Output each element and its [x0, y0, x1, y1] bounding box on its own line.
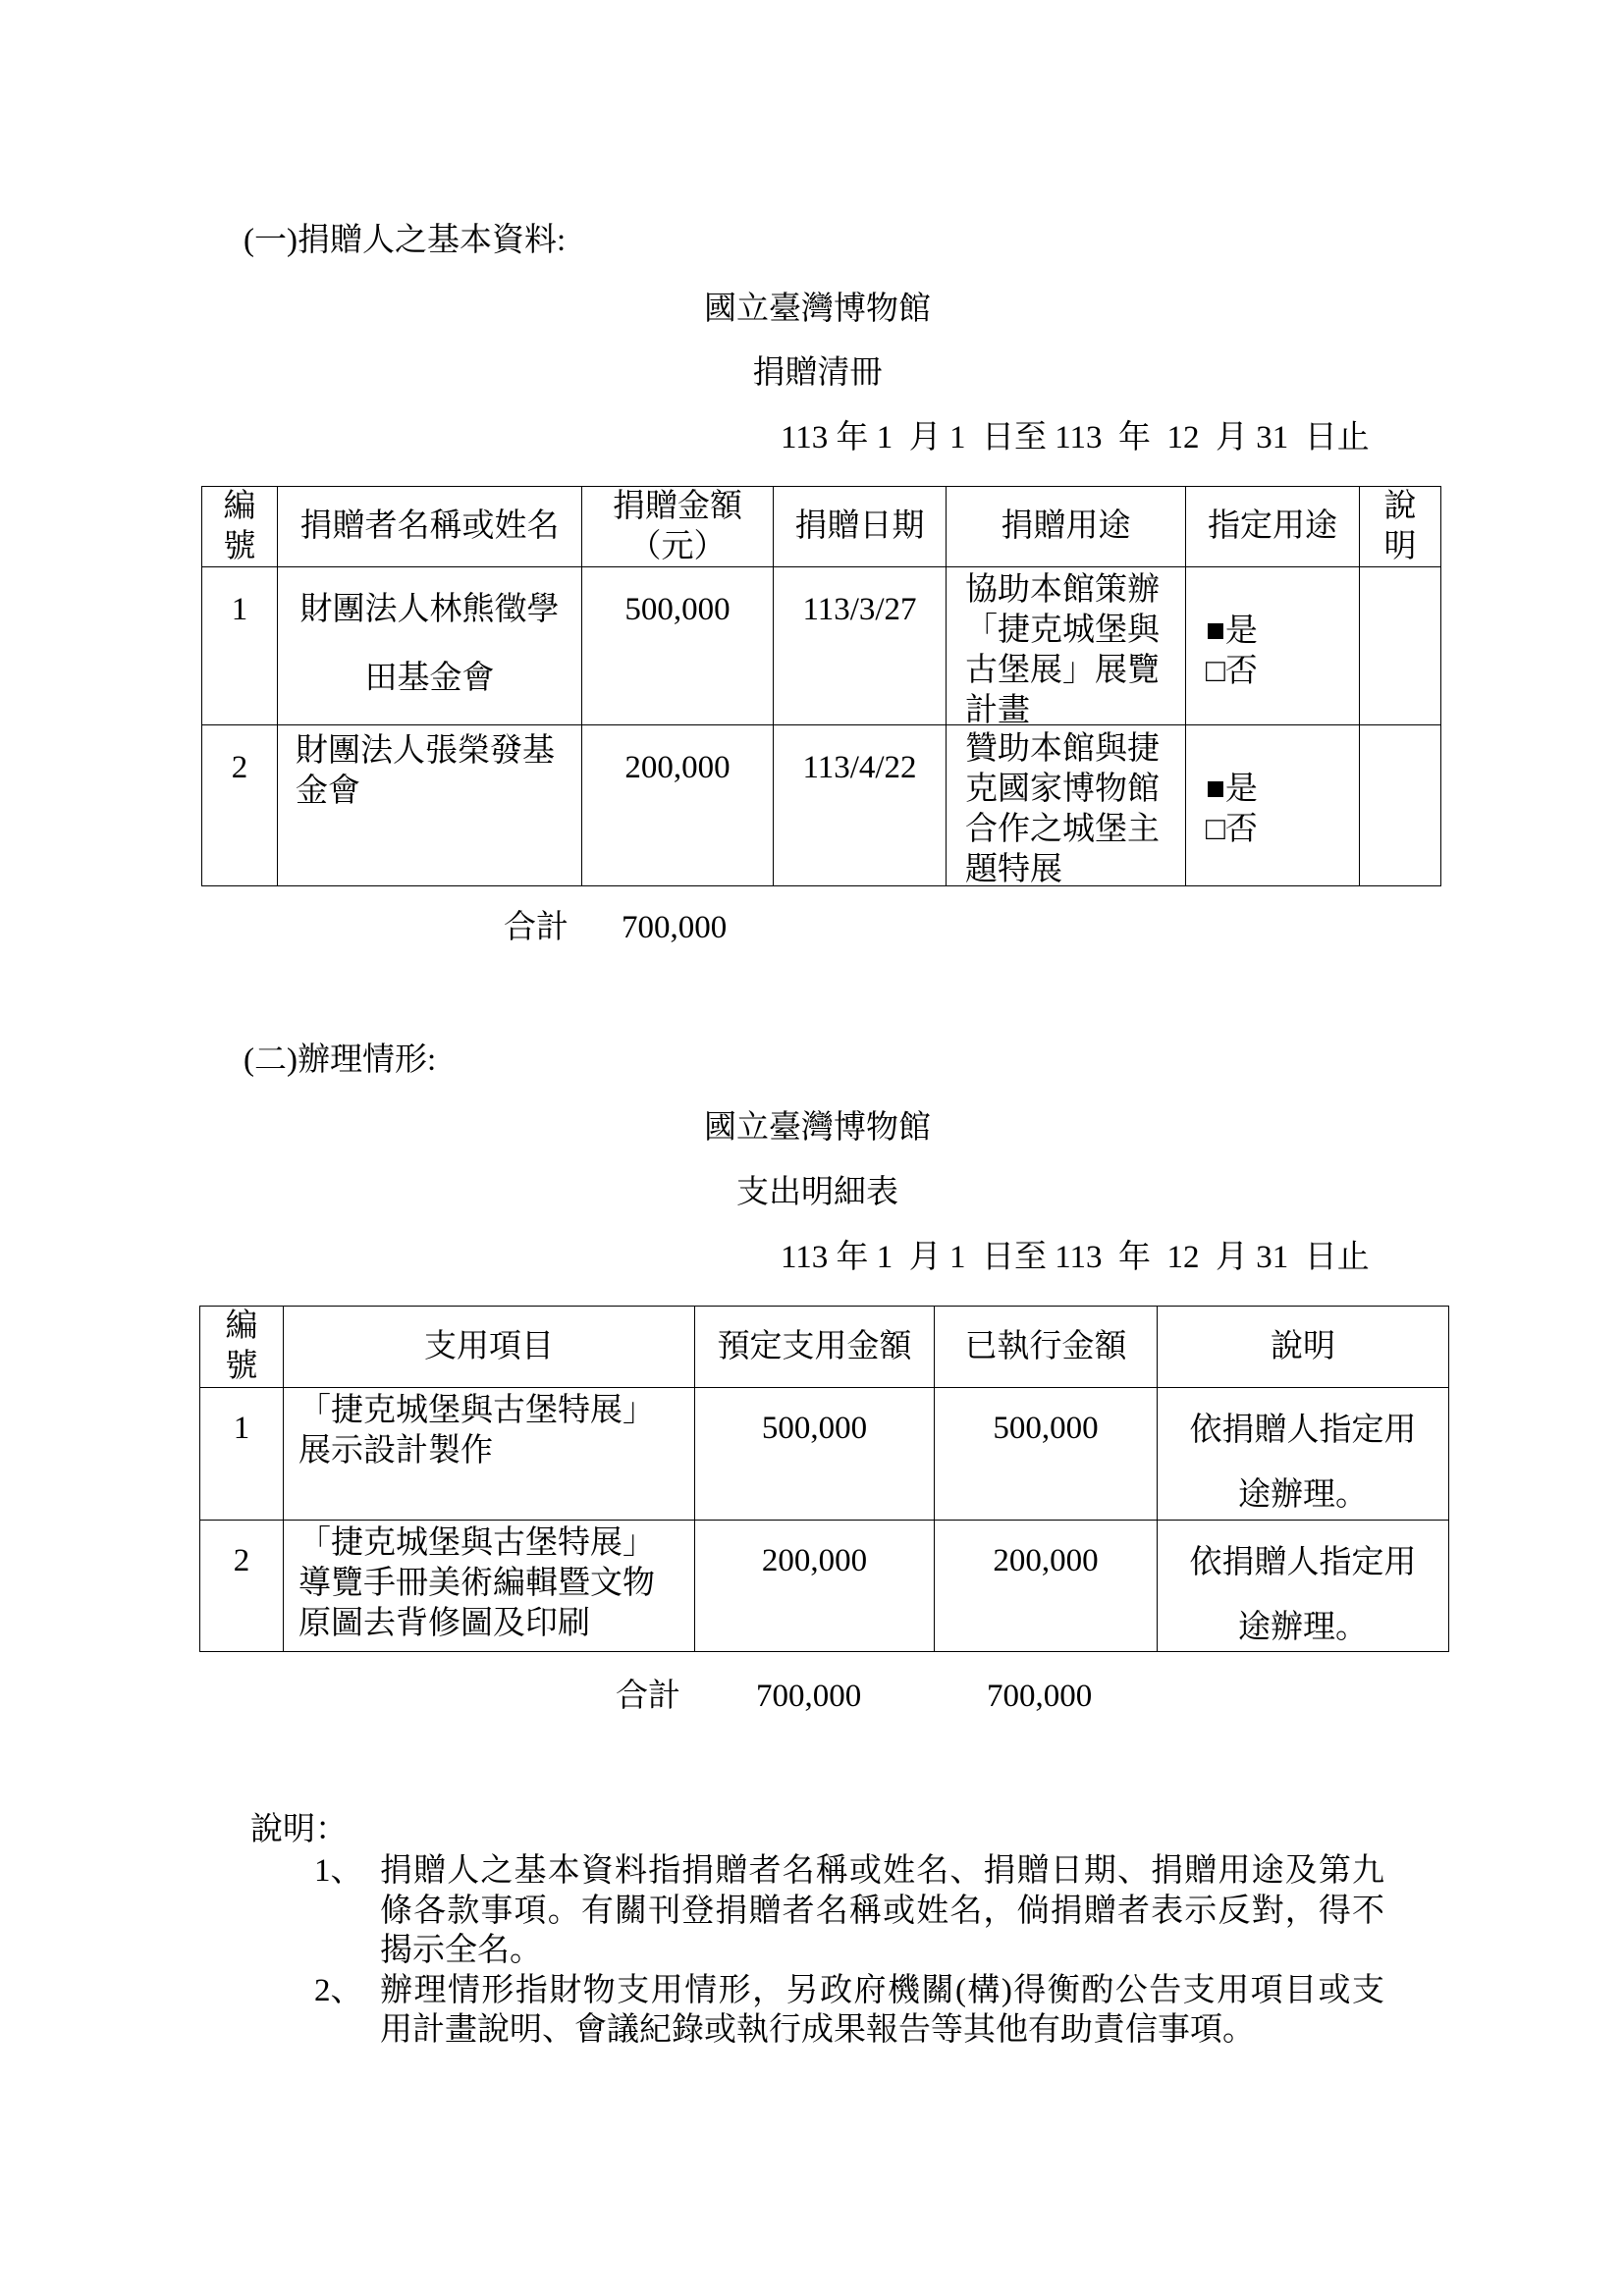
note-text — [380, 1971, 1384, 2051]
expenditure-cell-planned: 500,000 — [695, 1388, 935, 1521]
expenditure-total-label: 合計 — [616, 1679, 680, 1714]
donation-header-date: 捐贈日期 — [774, 487, 947, 567]
donation-cell-purpose — [947, 567, 1186, 728]
donation-cell-remark — [1360, 567, 1441, 725]
header-amount-line: （元） — [628, 528, 727, 564]
donation-cell-no: 1 — [202, 567, 278, 725]
donation-cell-donor — [278, 725, 582, 886]
note-line: 條各款事項。有關刊登捐贈者名稱或姓名，倘捐贈者表示反對，得不 — [380, 1893, 1384, 1929]
item-line: 展示設計製作 — [298, 1433, 493, 1468]
note-item — [314, 1851, 1384, 1971]
purpose-line: 協助本館策辦 — [965, 572, 1160, 608]
donation-header-remark-label: 說明 — [1383, 488, 1417, 564]
donation-cell-no: 2 — [202, 725, 278, 886]
checkbox-option: □否 — [1206, 812, 1258, 847]
purpose-line: 題特展 — [965, 852, 1062, 887]
purpose-line: 「捷克城堡與 — [965, 613, 1160, 648]
donation-header-no — [202, 487, 278, 567]
expenditure-header-item: 支用項目 — [284, 1307, 695, 1388]
expenditure-cell-executed: 500,000 — [935, 1388, 1158, 1521]
checkbox-option: ■是 — [1206, 772, 1258, 807]
expenditure-header-planned: 預定支用金額 — [695, 1307, 935, 1388]
note-line: 用計畫說明、會議紀錄或執行成果報告等其他有助責信事項。 — [380, 2012, 1255, 2048]
note-item — [314, 1971, 1384, 2051]
note-marker: 1、 — [314, 1853, 363, 1889]
donation-cell-remark — [1360, 725, 1441, 886]
item-line: 「捷克城堡與古堡特展」 — [298, 1393, 655, 1428]
donation-header-amount — [582, 487, 774, 567]
donor-line: 金會 — [296, 774, 360, 809]
donation-table — [201, 486, 1441, 886]
note-text — [380, 1851, 1384, 1971]
notes-list — [314, 1851, 1384, 2051]
item-line: 導覽手冊美術編輯暨文物 — [298, 1566, 655, 1601]
expenditure-cell-item — [284, 1388, 695, 1521]
purpose-line: 克國家博物館 — [965, 772, 1160, 807]
donor-line: 財團法人張榮發基 — [296, 733, 555, 769]
section1-title: 捐贈清冊 — [752, 355, 883, 391]
purpose-line: 古堡展」展覽 — [965, 653, 1160, 688]
expenditure-table — [199, 1306, 1449, 1652]
donor-line: 財團法人林熊徵學 — [299, 592, 560, 627]
section2-period: 113 年 1 月 1 日至 113 年 12 月 31 日止 — [781, 1240, 1370, 1275]
remark-line: 依捐贈人指定用 — [1189, 1545, 1417, 1580]
donation-header-donor: 捐贈者名稱或姓名 — [278, 487, 582, 567]
donation-header-remark — [1360, 487, 1441, 567]
section1-period: 113 年 1 月 1 日至 113 年 12 月 31 日止 — [781, 420, 1370, 455]
expenditure-header-no-label: 編號 — [225, 1308, 258, 1384]
remark-line: 依捐贈人指定用 — [1189, 1413, 1417, 1448]
expenditure-cell-executed: 200,000 — [935, 1521, 1158, 1652]
donation-cell-amount: 200,000 — [582, 725, 774, 886]
donation-cell-designated — [1186, 567, 1360, 725]
donor-line: 田基金會 — [364, 661, 495, 696]
remark-line: 途辦理。 — [1238, 1610, 1368, 1645]
donation-cell-date: 113/4/22 — [774, 725, 947, 886]
expenditure-cell-item — [284, 1521, 695, 1652]
expenditure-header-remark: 說明 — [1158, 1307, 1449, 1388]
expenditure-cell-remark — [1158, 1521, 1449, 1652]
notes-label: 說明： — [250, 1812, 348, 1847]
purpose-line: 贊助本館與捷 — [965, 731, 1160, 767]
section1-heading: (一)捐贈人之基本資料: — [244, 223, 567, 258]
donation-cell-donor — [278, 567, 582, 725]
section2-title: 支出明細表 — [736, 1175, 898, 1210]
expenditure-cell-no: 2 — [200, 1521, 284, 1652]
expenditure-total-planned: 700,000 — [756, 1679, 862, 1714]
donation-header-purpose: 捐贈用途 — [947, 487, 1186, 567]
header-amount-line: 捐贈金額 — [613, 488, 742, 524]
donation-header-no-label: 編號 — [223, 488, 256, 564]
donation-cell-amount: 500,000 — [582, 567, 774, 725]
checkbox-option: □否 — [1206, 654, 1258, 689]
note-line: 揭示全名。 — [380, 1933, 542, 1968]
purpose-line: 合作之城堡主 — [965, 812, 1160, 847]
expenditure-total-executed: 700,000 — [987, 1679, 1093, 1714]
donation-total-amount: 700,000 — [622, 910, 728, 945]
note-line: 辦理情形指財物支用情形，另政府機關(構)得衡酌公告支用項目或支 — [380, 1972, 1384, 2008]
donation-cell-designated — [1186, 725, 1360, 886]
expenditure-header-no — [200, 1307, 284, 1388]
expenditure-header-executed: 已執行金額 — [935, 1307, 1158, 1388]
donation-cell-purpose — [947, 725, 1186, 886]
note-line: 捐贈人之基本資料指捐贈者名稱或姓名、捐贈日期、捐贈用途及第九 — [380, 1853, 1384, 1889]
expenditure-cell-no: 1 — [200, 1388, 284, 1521]
section2-heading: (二)辦理情形: — [244, 1042, 437, 1078]
remark-line: 途辦理。 — [1238, 1477, 1368, 1513]
donation-total-label: 合計 — [504, 910, 568, 945]
purpose-line: 計畫 — [965, 693, 1030, 728]
donation-cell-date: 113/3/27 — [774, 567, 947, 725]
note-marker: 2、 — [314, 1972, 363, 2008]
section2-org-name: 國立臺灣博物館 — [704, 1110, 931, 1146]
donation-header-designated: 指定用途 — [1186, 487, 1360, 567]
checkbox-option: ■是 — [1206, 614, 1258, 649]
item-line: 原圖去背修圖及印刷 — [298, 1606, 590, 1641]
expenditure-cell-planned: 200,000 — [695, 1521, 935, 1652]
expenditure-cell-remark — [1158, 1388, 1449, 1521]
item-line: 「捷克城堡與古堡特展」 — [298, 1525, 655, 1561]
section1-org-name: 國立臺灣博物館 — [704, 292, 931, 327]
